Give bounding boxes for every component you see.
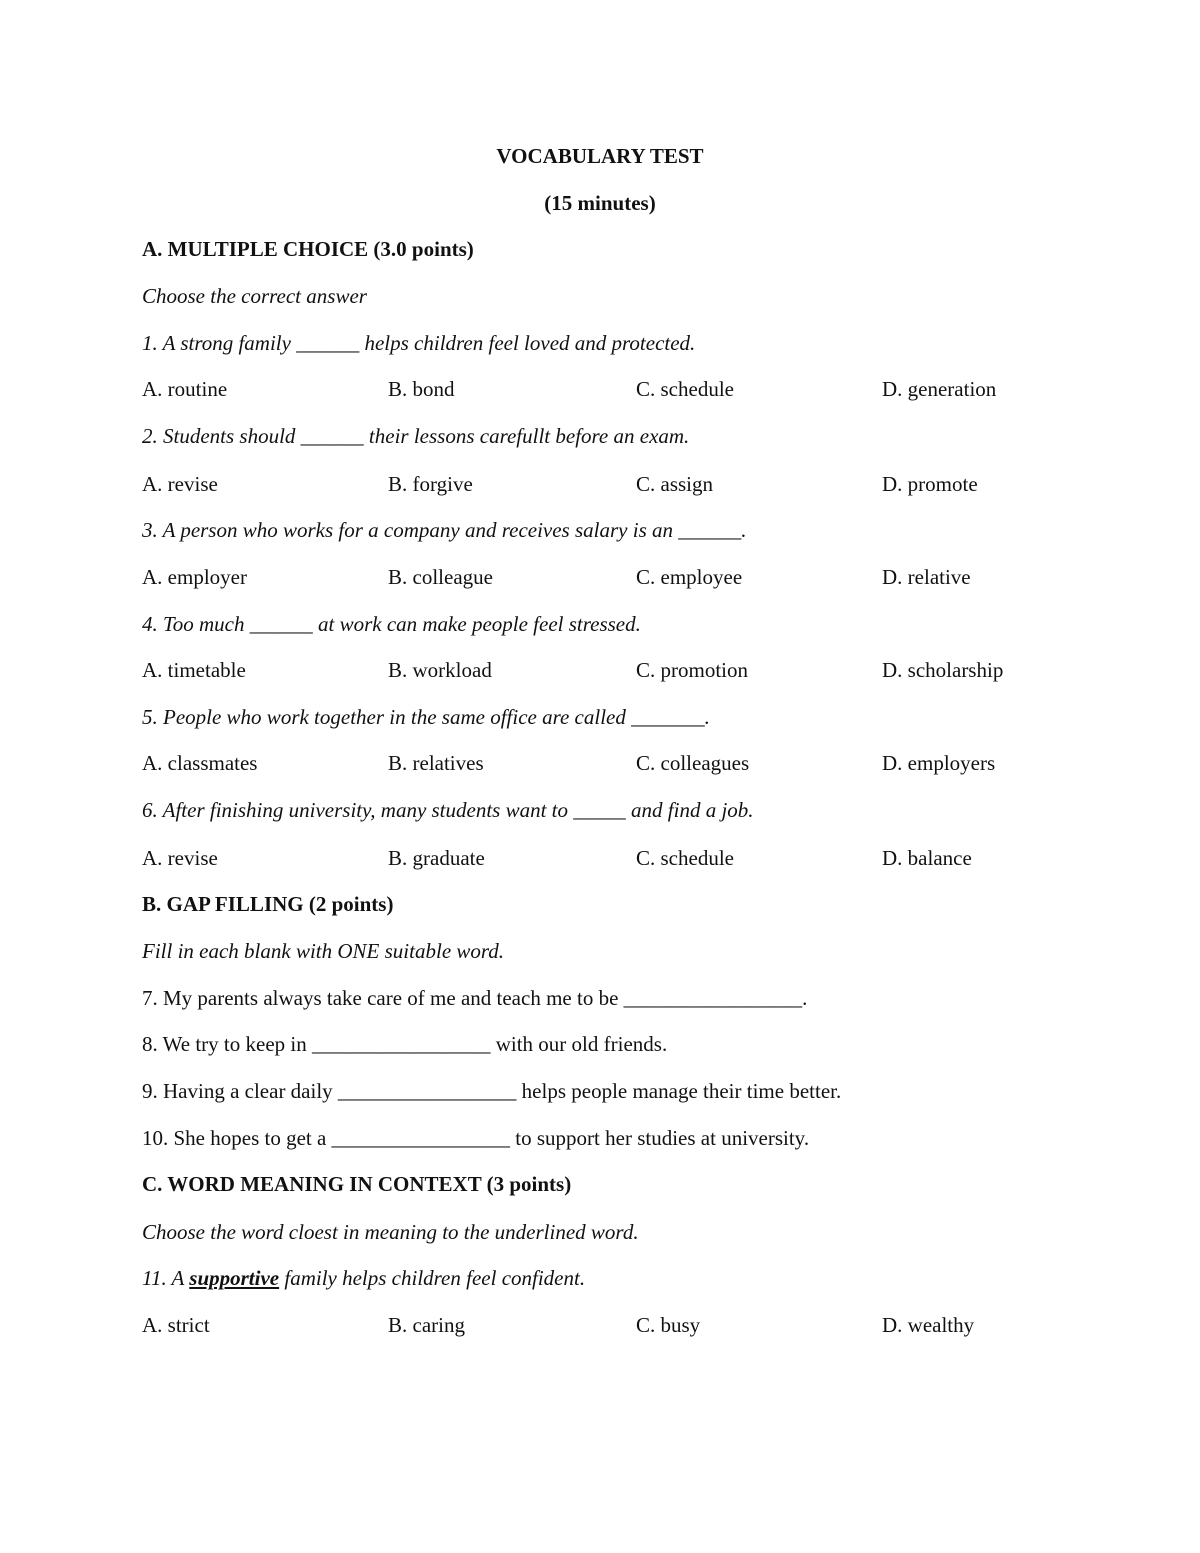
option-b: B. graduate xyxy=(388,846,485,870)
option-b: B. forgive xyxy=(388,472,473,496)
question-5: 5. People who work together in the same office are called _______. xyxy=(142,705,710,729)
option-c: C. assign xyxy=(636,472,714,496)
page-title: VOCABULARY TEST xyxy=(496,144,704,168)
option-c: C. busy xyxy=(636,1313,701,1337)
section-a-heading: A. MULTIPLE CHOICE (3.0 points) xyxy=(142,237,474,261)
option-a: A. timetable xyxy=(142,658,246,682)
option-c: C. promotion xyxy=(636,658,749,682)
option-a: A. strict xyxy=(142,1313,210,1337)
question-3-options xyxy=(142,562,1062,592)
option-c: C. schedule xyxy=(636,377,734,401)
option-b: B. bond xyxy=(388,377,455,401)
option-d: D. balance xyxy=(882,846,972,870)
question-11 xyxy=(142,1263,1062,1293)
option-a: A. employer xyxy=(142,565,247,589)
section-b-instruction: Fill in each blank with ONE suitable word. xyxy=(142,939,505,963)
question-2-options xyxy=(142,469,1062,499)
option-c: C. schedule xyxy=(636,846,734,870)
option-d: D. scholarship xyxy=(882,658,1004,682)
question-1: 1. A strong family ______ helps children feel loved and protected. xyxy=(142,331,696,355)
question-11-suffix: family helps children feel confident. xyxy=(279,1266,586,1290)
question-7: 7. My parents always take care of me and teach me to be _________________. xyxy=(142,986,808,1010)
option-d: D. relative xyxy=(882,565,971,589)
test-duration: (15 minutes) xyxy=(544,191,656,215)
option-d: D. wealthy xyxy=(882,1313,975,1337)
option-b: B. relatives xyxy=(388,751,484,775)
question-6: 6. After finishing university, many students want to _____ and find a job. xyxy=(142,798,754,822)
question-4: 4. Too much ______ at work can make people feel stressed. xyxy=(142,612,641,636)
section-a-instruction: Choose the correct answer xyxy=(142,284,367,308)
section-b-heading: B. GAP FILLING (2 points) xyxy=(142,892,394,916)
option-c: C. employee xyxy=(636,565,743,589)
option-a: A. routine xyxy=(142,377,228,401)
option-b: B. colleague xyxy=(388,565,493,589)
option-a: A. revise xyxy=(142,472,218,496)
question-8: 8. We try to keep in _________________ with our old friends. xyxy=(142,1032,668,1056)
option-d: D. promote xyxy=(882,472,978,496)
option-a: A. classmates xyxy=(142,751,258,775)
question-5-options xyxy=(142,748,1062,778)
question-3: 3. A person who works for a company and receives salary is an ______. xyxy=(142,518,747,542)
section-c-heading: C. WORD MEANING IN CONTEXT (3 points) xyxy=(142,1172,572,1196)
question-10: 10. She hopes to get a _________________ to support her studies at university. xyxy=(142,1126,810,1150)
option-b: B. caring xyxy=(388,1313,465,1337)
option-a: A. revise xyxy=(142,846,218,870)
question-6-options xyxy=(142,843,1062,873)
question-11-options xyxy=(142,1310,1062,1340)
option-d: D. generation xyxy=(882,377,997,401)
question-4-options xyxy=(142,655,1062,685)
question-1-options xyxy=(142,374,1062,404)
question-9: 9. Having a clear daily _________________ helps people manage their time better. xyxy=(142,1079,842,1103)
option-d: D. employers xyxy=(882,751,996,775)
question-2: 2. Students should ______ their lessons carefullt before an exam. xyxy=(142,424,690,448)
option-c: C. colleagues xyxy=(636,751,750,775)
question-11-prefix: 11. A xyxy=(142,1266,190,1290)
option-b: B. workload xyxy=(388,658,492,682)
section-c-instruction: Choose the word cloest in meaning to the underlined word. xyxy=(142,1220,639,1244)
underlined-word: supportive xyxy=(189,1266,280,1290)
